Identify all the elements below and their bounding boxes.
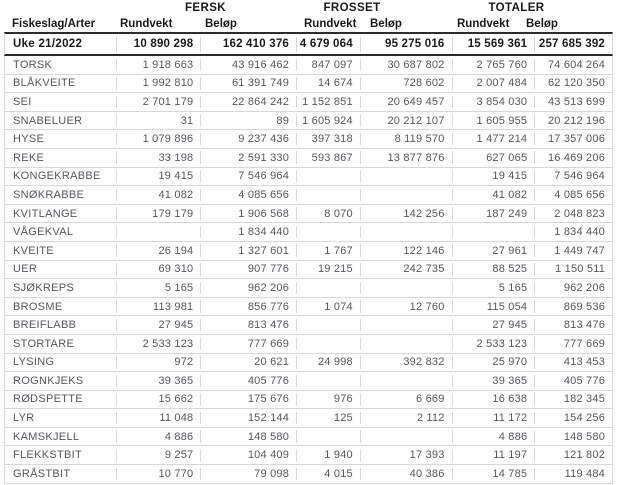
fersk-rundvekt-cell: 972 [116,354,201,372]
frosset-rundvekt-cell [296,279,360,297]
fersk-rundvekt-cell: 5 165 [116,279,201,297]
totaler-belop-cell: 777 669 [534,335,612,353]
species-name: BREIFLABB [13,319,77,332]
species-name: TORSK [13,58,53,71]
frosset-rundvekt-cell: 1 152 851 [296,93,360,111]
fersk-belop-cell: 43 916 462 [200,56,296,74]
species-name: VÅGEKVAL [13,226,74,239]
fersk-belop-cell: 907 776 [200,261,296,279]
fersk-rundvekt-cell: 113 981 [116,298,201,316]
week-frosset-belop: 95 275 016 [360,34,452,54]
fersk-belop-cell: 1 906 568 [200,205,296,223]
totaler-belop-cell: 182 345 [534,391,612,409]
totaler-belop-cell: 4 085 656 [534,186,612,204]
fersk-rundvekt-cell: 2 701 179 [116,93,201,111]
table-row [5,149,612,168]
frosset-belop-cell: 30 687 802 [360,56,452,74]
totaler-belop-cell: 1 449 747 [534,242,612,260]
fersk-rundvekt-cell: 69 310 [116,261,201,279]
fersk-belop-cell: 9 237 436 [200,130,296,148]
fersk-belop-cell: 2 591 330 [200,149,296,167]
species-name: KONGEKRABBE [13,170,101,183]
totaler-rundvekt-cell: 187 249 [452,205,535,223]
fersk-rundvekt-cell: 27 945 [116,316,201,334]
fersk-belop-cell: 61 391 749 [200,75,296,93]
frosset-rundvekt-cell: 976 [296,391,360,409]
totaler-rundvekt-cell: 4 886 [452,428,535,446]
landings-table [4,0,613,484]
fersk-rundvekt-cell: 39 365 [116,372,201,390]
table-row [5,279,612,298]
fersk-belop-cell: 22 864 242 [200,93,296,111]
fersk-belop-cell: 7 546 964 [200,168,296,186]
frosset-belop-cell [360,335,452,353]
species-name: BLÅKVEITE [13,77,76,90]
week-frosset-rundvekt: 4 679 064 [296,34,360,54]
week-totaler-belop: 257 685 392 [534,34,612,54]
totaler-rundvekt-cell: 3 854 030 [452,93,535,111]
totaler-rundvekt-cell [452,223,535,241]
table-row [5,335,612,354]
frosset-belop-cell: 12 760 [360,298,452,316]
totaler-rundvekt-cell: 2 533 123 [452,335,535,353]
table-row [5,409,612,428]
species-name: SNØKRABBE [13,188,85,201]
fersk-rundvekt-cell: 1 079 896 [116,130,201,148]
table-row [5,316,612,335]
week-summary-row [4,32,613,56]
frosset-belop-cell [360,428,452,446]
group-header-frosset: FROSSET [323,1,381,14]
col-header-fersk-rundvekt: Rundvekt [120,17,173,30]
fersk-rundvekt-cell: 11 048 [116,409,201,427]
fersk-belop-cell: 777 669 [200,335,296,353]
col-header-species: Fiskeslag/Arter [12,17,96,30]
totaler-rundvekt-cell: 115 054 [452,298,535,316]
totaler-rundvekt-cell: 27 961 [452,242,535,260]
fersk-rundvekt-cell: 1 992 810 [116,75,201,93]
frosset-belop-cell: 728 602 [360,75,452,93]
table-row [5,75,612,94]
frosset-rundvekt-cell: 1 940 [296,446,360,464]
species-name: LYR [13,412,35,425]
fersk-belop-cell: 79 098 [200,465,296,483]
frosset-belop-cell [360,186,452,204]
totaler-belop-cell: 7 546 964 [534,168,612,186]
table-row [5,56,612,75]
table-row [5,446,612,465]
species-name: FLEKKSTBIT [13,449,83,462]
frosset-rundvekt-cell: 4 015 [296,465,360,483]
fersk-belop-cell: 1 327 601 [200,242,296,260]
fersk-belop-cell: 405 776 [200,372,296,390]
species-name: HYSE [13,133,45,146]
table-row [5,130,612,149]
totaler-rundvekt-cell: 41 082 [452,186,535,204]
totaler-rundvekt-cell: 11 197 [452,446,535,464]
group-header-fersk: FERSK [185,1,226,14]
totaler-belop-cell: 405 776 [534,372,612,390]
frosset-rundvekt-cell [296,335,360,353]
totaler-belop-cell: 20 212 196 [534,112,612,130]
col-header-frosset-belop: Beløp [370,17,402,30]
fersk-rundvekt-cell: 179 179 [116,205,201,223]
table-row [5,205,612,224]
frosset-belop-cell: 13 877 876 [360,149,452,167]
totaler-rundvekt-cell: 39 365 [452,372,535,390]
totaler-belop-cell: 869 536 [534,298,612,316]
table-row [5,168,612,187]
frosset-belop-cell [360,372,452,390]
totaler-belop-cell: 154 256 [534,409,612,427]
totaler-belop-cell: 1 150 511 [534,261,612,279]
week-label: Uke 21/2022 [13,38,83,50]
fersk-rundvekt-cell: 10 770 [116,465,201,483]
table-row [5,428,612,447]
frosset-belop-cell [360,279,452,297]
totaler-belop-cell: 413 453 [534,354,612,372]
column-header-row [4,15,613,32]
table-row [5,354,612,373]
col-header-totaler-belop: Beløp [526,17,558,30]
fersk-rundvekt-cell: 2 533 123 [116,335,201,353]
fersk-rundvekt-cell: 15 662 [116,391,201,409]
frosset-belop-cell [360,316,452,334]
fersk-belop-cell: 104 409 [200,446,296,464]
species-name: STORTARE [13,337,75,350]
table-row [5,223,612,242]
totaler-belop-cell: 1 834 440 [534,223,612,241]
fersk-belop-cell: 1 834 440 [200,223,296,241]
frosset-rundvekt-cell [296,372,360,390]
frosset-rundvekt-cell: 397 318 [296,130,360,148]
frosset-belop-cell [360,168,452,186]
fersk-rundvekt-cell: 1 918 663 [116,56,201,74]
totaler-belop-cell: 148 580 [534,428,612,446]
frosset-belop-cell: 8 119 570 [360,130,452,148]
totaler-rundvekt-cell: 5 165 [452,279,535,297]
fersk-rundvekt-cell: 19 415 [116,168,201,186]
table-row [5,186,612,205]
totaler-rundvekt-cell: 25 970 [452,354,535,372]
totaler-rundvekt-cell: 88 525 [452,261,535,279]
frosset-rundvekt-cell [296,223,360,241]
table-row [5,391,612,410]
group-header-row [4,0,613,15]
species-name: KVEITE [13,244,54,257]
frosset-rundvekt-cell: 24 998 [296,354,360,372]
totaler-belop-cell: 43 513 699 [534,93,612,111]
species-name: KAMSKJELL [13,430,80,443]
fersk-belop-cell: 856 776 [200,298,296,316]
fersk-belop-cell: 175 676 [200,391,296,409]
totaler-belop-cell: 813 476 [534,316,612,334]
totaler-rundvekt-cell: 1 477 214 [452,130,535,148]
fersk-belop-cell: 20 621 [200,354,296,372]
fersk-rundvekt-cell: 4 886 [116,428,201,446]
totaler-belop-cell: 119 484 [534,465,612,483]
species-name: KVITLANGE [13,207,78,220]
totaler-rundvekt-cell: 16 638 [452,391,535,409]
totaler-belop-cell: 74 604 264 [534,56,612,74]
totaler-rundvekt-cell: 27 945 [452,316,535,334]
col-header-totaler-rundvekt: Rundvekt [457,17,510,30]
species-name: LYSING [13,356,55,369]
species-name: RØDSPETTE [13,393,83,406]
week-fersk-belop: 162 410 376 [200,34,296,54]
fersk-rundvekt-cell: 41 082 [116,186,201,204]
table-row [5,261,612,280]
frosset-belop-cell: 142 256 [360,205,452,223]
frosset-rundvekt-cell [296,428,360,446]
week-totaler-rundvekt: 15 569 361 [452,34,535,54]
species-name: SEI [13,95,32,108]
frosset-rundvekt-cell: 125 [296,409,360,427]
table-row [5,93,612,112]
fersk-belop-cell: 4 085 656 [200,186,296,204]
frosset-rundvekt-cell: 19 215 [296,261,360,279]
table-row [5,298,612,317]
fersk-rundvekt-cell: 9 257 [116,446,201,464]
species-name: UER [13,263,38,276]
totaler-rundvekt-cell: 627 065 [452,149,535,167]
species-name: ROGNKJEKS [13,374,84,387]
frosset-rundvekt-cell: 1 074 [296,298,360,316]
totaler-belop-cell: 2 048 823 [534,205,612,223]
fersk-belop-cell: 813 476 [200,316,296,334]
frosset-belop-cell: 242 735 [360,261,452,279]
totaler-rundvekt-cell: 2 765 760 [452,56,535,74]
totaler-belop-cell: 16 469 206 [534,149,612,167]
week-fersk-rundvekt: 10 890 298 [116,34,201,54]
frosset-belop-cell: 122 146 [360,242,452,260]
totaler-rundvekt-cell: 11 172 [452,409,535,427]
col-header-frosset-rundvekt: Rundvekt [304,17,357,30]
frosset-rundvekt-cell [296,168,360,186]
species-name: REKE [13,151,45,164]
group-header-totaler: TOTALER [488,1,545,14]
frosset-rundvekt-cell: 14 674 [296,75,360,93]
species-name: BROSME [13,300,63,313]
totaler-belop-cell: 962 206 [534,279,612,297]
frosset-belop-cell: 40 386 [360,465,452,483]
totaler-rundvekt-cell: 2 007 484 [452,75,535,93]
table-row [5,112,612,131]
col-header-fersk-belop: Beløp [205,17,237,30]
fersk-rundvekt-cell: 26 194 [116,242,201,260]
frosset-belop-cell: 20 212 107 [360,112,452,130]
frosset-rundvekt-cell [296,316,360,334]
frosset-rundvekt-cell [296,186,360,204]
totaler-rundvekt-cell: 19 415 [452,168,535,186]
species-rows [4,56,613,484]
totaler-rundvekt-cell: 14 785 [452,465,535,483]
frosset-belop-cell: 17 393 [360,446,452,464]
frosset-rundvekt-cell: 8 070 [296,205,360,223]
fersk-rundvekt-cell [116,223,201,241]
fersk-belop-cell: 152 144 [200,409,296,427]
frosset-belop-cell [360,223,452,241]
frosset-belop-cell: 2 112 [360,409,452,427]
frosset-rundvekt-cell: 1 605 924 [296,112,360,130]
table-row [5,372,612,391]
totaler-belop-cell: 62 120 350 [534,75,612,93]
fersk-belop-cell: 89 [200,112,296,130]
fersk-rundvekt-cell: 31 [116,112,201,130]
frosset-belop-cell: 20 649 457 [360,93,452,111]
species-name: SJØKREPS [13,281,75,294]
fersk-belop-cell: 148 580 [200,428,296,446]
table-row [5,242,612,261]
totaler-belop-cell: 121 802 [534,446,612,464]
fersk-belop-cell: 962 206 [200,279,296,297]
frosset-rundvekt-cell: 847 097 [296,56,360,74]
fersk-rundvekt-cell: 33 198 [116,149,201,167]
totaler-rundvekt-cell: 1 605 955 [452,112,535,130]
species-name: SNABELUER [13,114,83,127]
frosset-rundvekt-cell: 1 767 [296,242,360,260]
frosset-rundvekt-cell: 593 867 [296,149,360,167]
table-row [5,465,612,484]
totaler-belop-cell: 17 357 006 [534,130,612,148]
frosset-belop-cell: 392 832 [360,354,452,372]
frosset-belop-cell: 6 669 [360,391,452,409]
species-name: GRÅSTBIT [13,467,71,480]
